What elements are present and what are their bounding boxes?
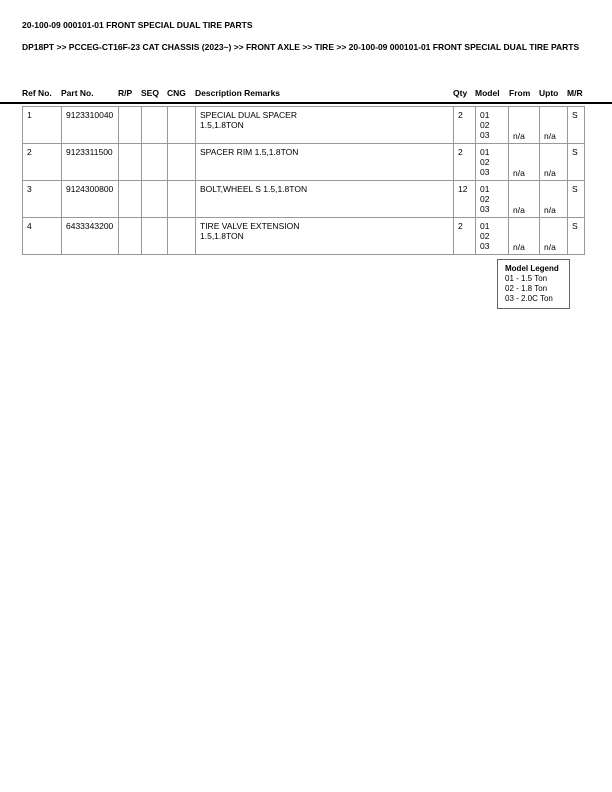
rp-cell: [119, 181, 142, 218]
header-upto: Upto: [539, 88, 559, 98]
qty-cell: 12: [454, 181, 476, 218]
model-code: 02: [480, 120, 490, 130]
header-rp: R/P: [118, 88, 133, 98]
model-code: 01: [480, 147, 490, 157]
upto-cell: [540, 181, 568, 218]
upto-value: n/a: [544, 242, 556, 252]
ref-no-cell: 1: [23, 107, 62, 144]
header-cng: CNG: [167, 88, 186, 98]
description-cell: [196, 181, 454, 218]
header-seq: SEQ: [141, 88, 159, 98]
model-cell: [476, 144, 509, 181]
model-code: 03: [480, 204, 490, 214]
model-code: 01: [480, 184, 490, 194]
description-cell: [196, 218, 454, 255]
ref-no-cell: 2: [23, 144, 62, 181]
header-description: Description Remarks: [195, 88, 281, 98]
legend-item: 03 - 2.0C Ton: [505, 294, 553, 303]
table-row[interactable]: [23, 218, 585, 255]
cng-cell: [168, 144, 196, 181]
table-row[interactable]: [23, 144, 585, 181]
description-line: SPECIAL DUAL SPACER: [200, 110, 297, 120]
table-row[interactable]: [23, 107, 585, 144]
mr-cell: S: [568, 107, 585, 144]
mr-cell: S: [568, 218, 585, 255]
model-code: 03: [480, 130, 490, 140]
header-divider: [0, 102, 612, 104]
qty-cell: 2: [454, 107, 476, 144]
header-mr: M/R: [567, 88, 583, 98]
part-no-cell: 9123311500: [62, 144, 119, 181]
header-from: From: [509, 88, 531, 98]
header-qty: Qty: [453, 88, 468, 98]
from-value: n/a: [513, 168, 525, 178]
rp-cell: [119, 144, 142, 181]
legend-item: 02 - 1.8 Ton: [505, 284, 548, 293]
legend-item: 01 - 1.5 Ton: [505, 274, 548, 283]
document-title: 20-100-09 000101-01 FRONT SPECIAL DUAL TIRE PARTS: [22, 20, 253, 30]
qty-cell: 2: [454, 218, 476, 255]
part-no-cell: 9123310040: [62, 107, 119, 144]
upto-cell: [540, 218, 568, 255]
model-code: 02: [480, 194, 490, 204]
from-value: n/a: [513, 205, 525, 215]
ref-no-cell: 4: [23, 218, 62, 255]
rp-cell: [119, 218, 142, 255]
model-cell: [476, 218, 509, 255]
description-line: 1.5,1.8TON: [200, 120, 244, 130]
rp-cell: [119, 107, 142, 144]
from-cell: [509, 181, 540, 218]
table-row[interactable]: [23, 181, 585, 218]
upto-cell: [540, 107, 568, 144]
from-value: n/a: [513, 131, 525, 141]
parts-table: [22, 106, 585, 255]
description-cell: [196, 107, 454, 144]
qty-cell: 2: [454, 144, 476, 181]
model-code: 01: [480, 221, 490, 231]
model-code: 03: [480, 241, 490, 251]
cng-cell: [168, 218, 196, 255]
part-no-cell: 6433343200: [62, 218, 119, 255]
mr-cell: S: [568, 144, 585, 181]
upto-cell: [540, 144, 568, 181]
upto-value: n/a: [544, 168, 556, 178]
model-code: 02: [480, 157, 490, 167]
upto-value: n/a: [544, 131, 556, 141]
seq-cell: [142, 107, 168, 144]
header-part-no: Part No.: [61, 88, 94, 98]
header-ref-no: Ref No.: [22, 88, 52, 98]
cng-cell: [168, 107, 196, 144]
mr-cell: S: [568, 181, 585, 218]
model-code: 02: [480, 231, 490, 241]
description-line: BOLT,WHEEL S 1.5,1.8TON: [200, 184, 308, 194]
from-cell: [509, 107, 540, 144]
breadcrumb: DP18PT >> PCCEG-CT16F-23 CAT CHASSIS (2023~) >> FRONT AXLE >> TIRE >> 20-100-09 000101-01 FRONT SPECIAL DUAL TIRE PARTS: [22, 42, 580, 52]
seq-cell: [142, 218, 168, 255]
model-cell: [476, 181, 509, 218]
from-cell: [509, 218, 540, 255]
from-value: n/a: [513, 242, 525, 252]
description-cell: [196, 144, 454, 181]
seq-cell: [142, 181, 168, 218]
description-line: TIRE VALVE EXTENSION: [200, 221, 300, 231]
ref-no-cell: 3: [23, 181, 62, 218]
part-no-cell: 9124300800: [62, 181, 119, 218]
model-legend: [497, 259, 570, 309]
upto-value: n/a: [544, 205, 556, 215]
model-code: 01: [480, 110, 490, 120]
description-line: 1.5,1.8TON: [200, 231, 244, 241]
model-cell: [476, 107, 509, 144]
legend-title: Model Legend: [505, 264, 559, 273]
header-model: Model: [475, 88, 500, 98]
from-cell: [509, 144, 540, 181]
description-line: SPACER RIM 1.5,1.8TON: [200, 147, 299, 157]
cng-cell: [168, 181, 196, 218]
model-code: 03: [480, 167, 490, 177]
seq-cell: [142, 144, 168, 181]
